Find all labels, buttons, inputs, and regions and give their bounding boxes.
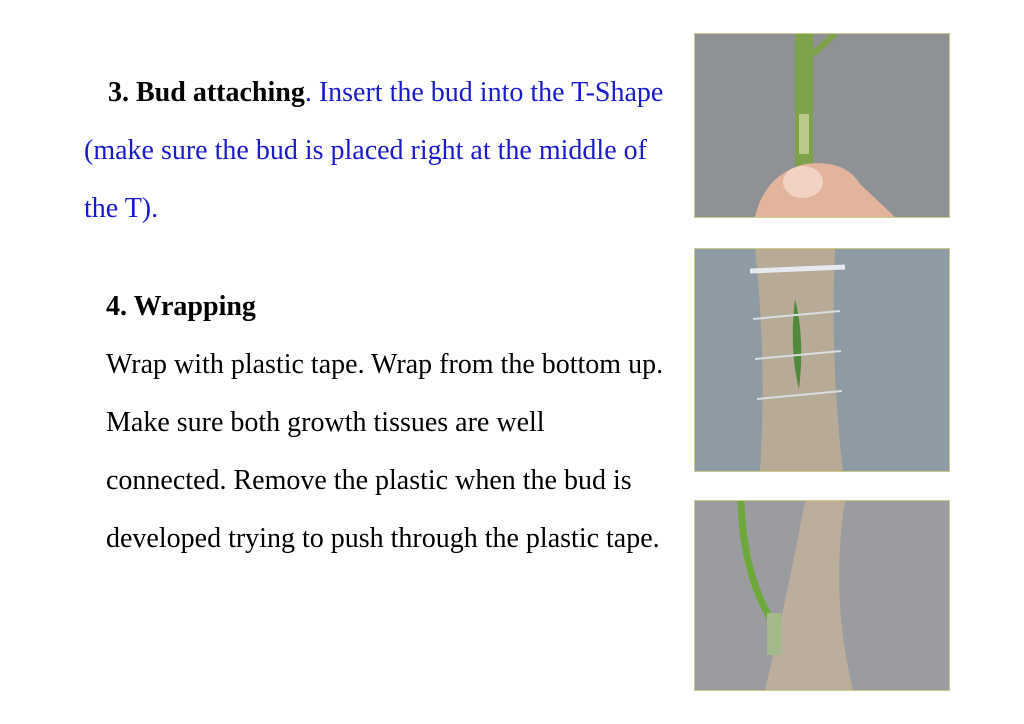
photo-bud-insertion xyxy=(694,33,950,218)
step3-body: T-Shape (make sure the bud is placed right at the middle of the T). xyxy=(84,77,664,224)
photo-stem-wrapping xyxy=(694,248,950,472)
step4-body: Wrap with plastic tape. Wrap from the bottom up. Make sure both growth tissues are well connected. Remove the plastic when the bud is developed trying to push through the plastic tape. xyxy=(106,349,664,554)
step3-heading xyxy=(84,77,565,108)
step4-heading xyxy=(106,278,666,336)
photo-shoot-growth xyxy=(694,500,950,691)
step3-title: Bud attaching xyxy=(136,77,305,108)
photo-bud-insertion-image xyxy=(695,34,949,217)
step3-block xyxy=(84,64,664,238)
step4-number: 4. xyxy=(106,291,127,322)
step4-title: Wrapping xyxy=(133,291,256,322)
step3-number: 3. xyxy=(108,77,129,108)
step3-body-line1: Insert the bud into the xyxy=(311,77,565,108)
step3-title-suffix: . xyxy=(304,77,312,108)
photo-shoot-growth-image xyxy=(695,501,949,690)
step4-block xyxy=(106,278,666,568)
photo-stem-wrapping-image xyxy=(695,249,949,471)
